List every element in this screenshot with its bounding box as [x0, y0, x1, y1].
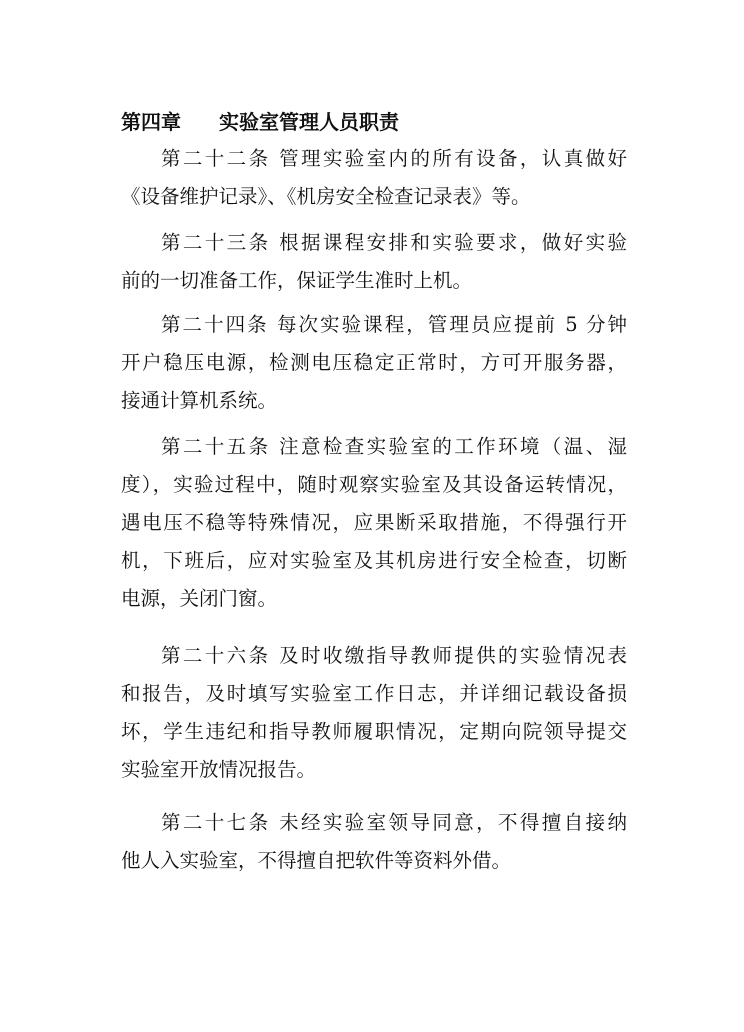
article-24 [121, 306, 627, 420]
article-27 [121, 804, 627, 880]
article-line: 接通计算机系统。 [121, 389, 278, 412]
chapter-number: 第四章 [121, 110, 181, 134]
article-line: 第二十七条 未经实验室领导同意，不得擅自接纳 [161, 811, 627, 834]
chapter-title: 实验室管理人员职责 [219, 110, 399, 134]
article-line: 他人入实验室，不得擅自把软件等资料外借。 [121, 849, 512, 872]
article-line: 第二十五条 注意检查实验室的工作环境（温、湿 [161, 435, 627, 458]
article-22 [121, 140, 627, 216]
article-line: 机，下班后，应对实验室及其机房进行安全检查，切断 [121, 549, 627, 572]
article-line: 电源，关闭门窗。 [121, 587, 278, 610]
article-line: 第二十三条 根据课程安排和实验要求，做好实验 [161, 231, 627, 254]
article-line: 第二十二条 管理实验室内的所有设备，认真做好 [161, 147, 627, 170]
article-line: 第二十六条 及时收缴指导教师提供的实验情况表 [161, 644, 627, 667]
article-line: 和报告，及时填写实验室工作日志，并详细记载设备损 [121, 682, 627, 705]
article-line: 遇电压不稳等特殊情况，应果断采取措施，不得强行开 [121, 511, 627, 534]
article-25 [121, 428, 627, 618]
article-23 [121, 224, 627, 300]
article-line: 开户稳压电源，检测电压稳定正常时，方可开服务器， [121, 351, 627, 374]
article-line: 《设备维护记录》、《机房安全检查记录表》等。 [121, 185, 531, 208]
article-line: 度），实验过程中，随时观察实验室及其设备运转情况， [121, 473, 627, 496]
chapter-heading [121, 108, 399, 136]
article-line: 实验室开放情况报告。 [121, 758, 317, 781]
article-line: 坏，学生违纪和指导教师履职情况，定期向院领导提交 [121, 720, 627, 743]
article-26 [121, 637, 627, 789]
article-line: 前的一切准备工作，保证学生准时上机。 [121, 269, 473, 292]
article-line: 第二十四条 每次实验课程，管理员应提前 5 分钟 [161, 313, 627, 336]
